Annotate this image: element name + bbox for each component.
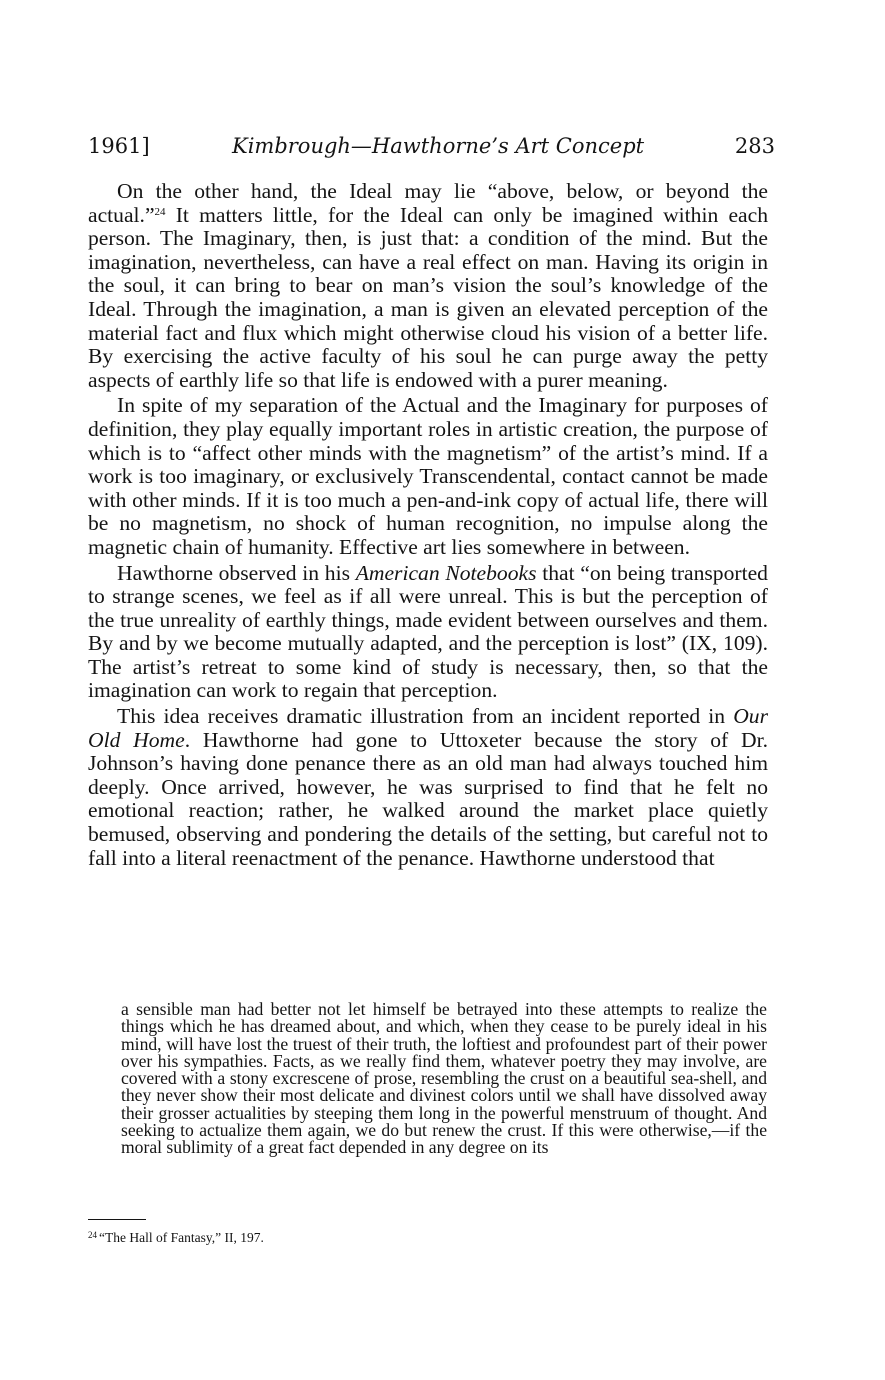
footnote [88,1226,488,1247]
body-text [88,180,768,870]
block-quote [121,1001,767,1157]
running-title: Kimbrough—Hawthorne’s Art Concept [232,134,645,158]
footnote-text: “The Hall of Fantasy,” II, 197. [99,1230,264,1245]
paragraph-3 [88,562,768,704]
block-quote-text: a sensible man had better not let himself be betrayed into these attempts to realize the things which he has dreamed about, and which, when they cease to be purely ideal in his mind, will have lost the truest of their truth, the loftiest and profoundest part of their power over his sympathies. Facts, as we really find them, whatever poetry they may involve, are covered with a stony excrescene of prose, resembling the crust on a beautiful sea-shell, and they never show their most delicate and divinest colors until we shall have dissolved away their grosser actualities by steeping them long in the powerful menstruum of thought. And seeking to actualize them again, we do but renew the crust. If this were otherwise,—if the moral sublimity of a great fact depended in any degree on its [121,999,767,1158]
paragraph-1-text-a: On the other hand, the Ideal may lie “above, below, or beyond the actual.” [88,179,768,227]
footnote-divider [88,1219,146,1220]
paragraph-4-text-b: . Hawthorne had gone to Uttoxeter because the story of Dr. Johnson’s having done penance there as an old man had always touched him deeply. Once arrived, however, he was surprised to find that he felt no emotional reaction; rather, he walked around the market place quietly bemused, observing and pondering the details of the setting, but careful not to fall into a literal reenactment of the penance. Hawthorne understood that [88,727,768,870]
footnote-reference: 24 [154,205,166,218]
footnote-number: 24 [88,1230,97,1240]
book-title-our-old-home: Our Old Home [88,704,768,752]
paragraph-2: In spite of my separation of the Actual and the Imaginary for purposes of definition, they play equally important roles in artistic creation, the purpose of which is to “affect other minds with the magnetism” of the artist’s mind. If a work is too imaginary, or exclusively Transcendental, contact cannot be made with other minds. If it is too much a pen-and-ink copy of actual life, there will be no magnetism, no shock of human recognition, no impulse along the magnetic chain of humanity. Effective art lies somewhere in between. [88,393,768,559]
running-header [88,132,775,162]
page-number: 283 [734,134,775,158]
volume-year: 1961] [88,134,150,158]
paragraph-1 [88,180,768,392]
paragraph-3-text-a: Hawthorne observed in his [117,560,356,585]
paragraph-4 [88,705,768,870]
paragraph-4-text-a: This idea receives dramatic illustration from an incident reported in [117,704,734,729]
book-title-american-notebooks: American Notebooks [355,560,537,585]
paragraph-3-text-b: that “on being transported to strange scenes, we feel as if all were unreal. This is but the perception of the true unreality of earthly things, made evident between ourselves and them. By and by we become mutually adapted, and the perception is lost” (IX, 109). The artist’s retreat to some kind of study is necessary, then, so that the imagination can work to regain that perception. [88,560,768,703]
paragraph-1-text-b: It matters little, for the Ideal can only be imagined within each person. The Imaginary, then, is just that: a condition of the mind. But the imagination, nevertheless, can have a real effect on man. Having its origin in the soul, it can bring to bear on man’s vision the soul’s knowledge of the Ideal. Through the imagination, a man is given an elevated perception of the material fact and flux which might otherwise cloud his vision of a better life. By exercising the active faculty of his soul he can purge away the petty aspects of earthly life so that life is endowed with a purer meaning. [88,202,768,392]
